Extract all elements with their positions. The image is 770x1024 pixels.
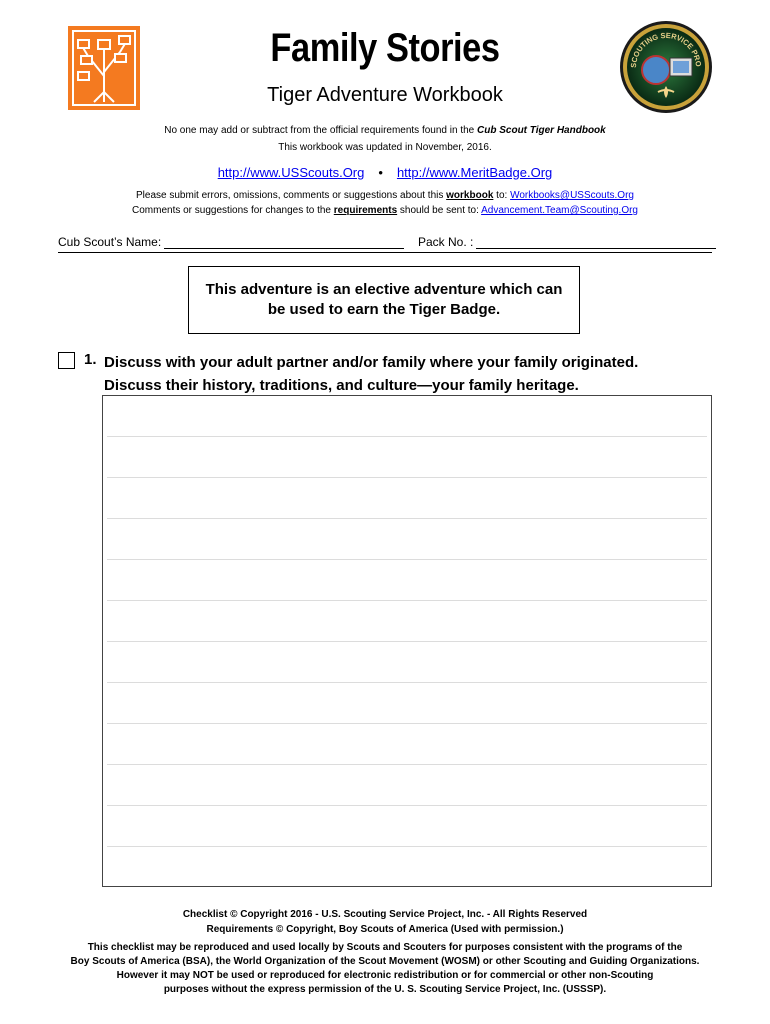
pack-number-field[interactable] bbox=[418, 235, 716, 249]
requirements-notice-text: No one may add or subtract from the official requirements found in the bbox=[164, 125, 478, 136]
footer-usage-line: purposes without the express permission of the U. S. Scouting Service Project, Inc. (USSSP). bbox=[163, 984, 607, 995]
answer-line bbox=[107, 436, 707, 437]
scout-name-field[interactable] bbox=[58, 235, 404, 249]
footer-usage-terms bbox=[0, 941, 770, 997]
footer-usage-line: This checklist may be reproduced and used locally by Scouts and Scouters for purposes consistent with the programs of the bbox=[87, 942, 683, 953]
answer-line bbox=[107, 682, 707, 683]
answer-area[interactable] bbox=[102, 395, 712, 887]
workbooks-email-link[interactable]: Workbooks@USScouts.Org bbox=[510, 190, 634, 201]
seal-text: SCOUTING SERVICE PRO bbox=[628, 30, 704, 69]
usscouts-link[interactable]: http://www.USScouts.Org bbox=[217, 165, 365, 180]
handbook-name: Cub Scout Tiger Handbook bbox=[477, 125, 606, 136]
answer-line bbox=[107, 641, 707, 642]
meritbadge-link[interactable]: http://www.MeritBadge.Org bbox=[396, 165, 553, 180]
answer-line bbox=[107, 518, 707, 519]
page-subtitle: Tiger Adventure Workbook bbox=[267, 84, 503, 106]
answer-line bbox=[107, 559, 707, 560]
header-divider bbox=[58, 252, 712, 253]
errors-notice-text: Please submit errors, omissions, comments or suggestions about this bbox=[136, 190, 447, 201]
answer-line bbox=[107, 846, 707, 847]
requirements-keyword: requirements bbox=[333, 205, 398, 216]
pack-number-label: Pack No. : bbox=[418, 235, 474, 249]
website-links bbox=[0, 165, 770, 180]
answer-line bbox=[107, 805, 707, 806]
scout-name-input-line[interactable] bbox=[164, 236, 404, 249]
pack-number-input-line[interactable] bbox=[476, 236, 716, 249]
requirement-1-checkbox[interactable] bbox=[58, 352, 75, 369]
requirement-text: Discuss with your adult partner and/or family where your family originated. Discuss their history, traditions, and culture—your family heritage. bbox=[104, 354, 639, 394]
answer-line bbox=[107, 600, 707, 601]
requirements-notice bbox=[0, 125, 770, 136]
update-notice: This workbook was updated in November, 2016. bbox=[278, 142, 492, 153]
answer-line bbox=[107, 764, 707, 765]
elective-notice-text: This adventure is an elective adventure which can be used to earn the Tiger Badge. bbox=[205, 281, 563, 318]
changes-notice bbox=[0, 205, 770, 216]
link-separator: • bbox=[378, 165, 383, 180]
footer-copyright: Checklist © Copyright 2016 - U.S. Scouting Service Project, Inc. - All Rights Reserved bbox=[182, 909, 588, 920]
advancement-email-link[interactable]: Advancement.Team@Scouting.Org bbox=[481, 205, 638, 216]
errors-notice-to: to: bbox=[493, 190, 511, 201]
footer-usage-line: However it may NOT be used or reproduced for electronic redistribution or for commercial or other non-Scouting bbox=[116, 970, 654, 981]
scout-name-label: Cub Scout’s Name: bbox=[58, 235, 162, 249]
workbook-keyword: workbook bbox=[446, 190, 494, 201]
errors-notice bbox=[0, 190, 770, 201]
elective-notice-box bbox=[188, 266, 580, 334]
requirement-number: 1. bbox=[84, 351, 97, 368]
changes-notice-text: Comments or suggestions for changes to the bbox=[132, 205, 334, 216]
answer-line bbox=[107, 723, 707, 724]
footer-usage-line: Boy Scouts of America (BSA), the World Organization of the Scout Movement (WOSM) or other Scouting and Guiding Organizations. bbox=[70, 956, 700, 967]
changes-notice-to: should be sent to: bbox=[397, 205, 482, 216]
page-title: Family Stories bbox=[270, 26, 500, 70]
footer-requirements-copyright: Requirements © Copyright, Boy Scouts of America (Used with permission.) bbox=[206, 924, 564, 935]
answer-line bbox=[107, 477, 707, 478]
